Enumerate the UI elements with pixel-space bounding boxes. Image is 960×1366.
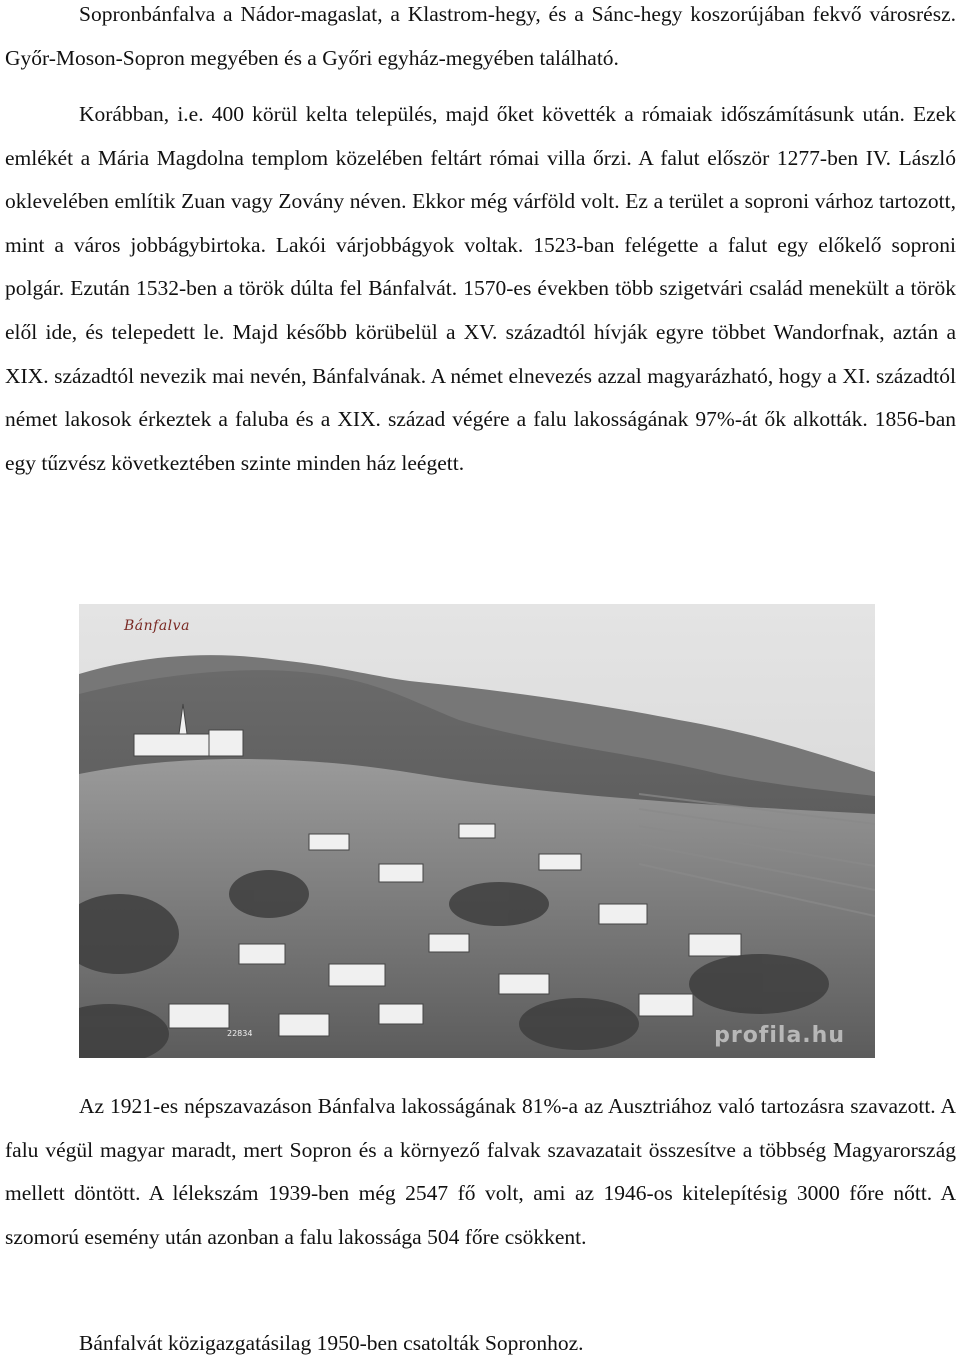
paragraph-intro (5, 0, 956, 80)
paragraph-intro-text: Sopronbánfalva a Nádor-magaslat, a Klastrom-hegy, és a Sánc-hegy koszorújában fekvő városrész. Győr-Moson-Sopron megyében és a Győri egyház-megyében található. (5, 2, 956, 70)
paragraph-history (5, 93, 956, 485)
village-landscape-image (79, 604, 875, 1058)
postcard-caption: Bánfalva (124, 618, 190, 634)
postcard-plate-number: 22834 (227, 1029, 253, 1038)
paragraph-history-text: Korábban, i.e. 400 körül kelta település, majd őket követték a rómaiak időszámításunk után. Ezek emlékét a Mária Magdolna templom közelében feltárt római villa őrzi. A falut először 1277-ben IV. László oklevelében említik Zuan vagy Zovány néven. Ekkor még várföld volt. Ez a terület a soproni várhoz tartozott, mint a város jobbágybirtoka. Lakói várjobbágyok voltak. 1523-ban felégette a falut egy előkelő soproni polgár. Ezután 1532-ben a török dúlta fel Bánfalvát. 1570-es években több szigetvári család menekült a török elől ide, és telepedett le. Majd később körübelül a XV. századtól hívják egyre többet Wandorfnak, aztán a XIX. századtól nevezik mai nevén, Bánfalvának. A német elnevezés azzal magyarázható, hogy a XI. századtól német lakosok érkeztek a faluba és a XIX. század végére a falu lakosságának 97%-át ők alkották. 1856-ban egy tűzvész következtében szinte minden ház leégett. (5, 102, 956, 475)
historic-postcard-photo (79, 604, 875, 1058)
paragraph-referendum-text: Az 1921-es népszavazáson Bánfalva lakosságának 81%-a az Ausztriához való tartozásra szavazott. A falu végül magyar maradt, mert Sopron és a környező falvak szavazatait összesítve a többség Magyarország mellett döntött. A lélekszám 1939-ben még 2547 fő volt, ami az 1946-os kitelepítésig 3000 főre nőtt. A szomorú esemény után azonban a falu lakossága 504 főre csökkent. (5, 1094, 956, 1249)
watermark-text: profila.hu (714, 1023, 845, 1048)
paragraph-annexation (5, 1322, 956, 1366)
paragraph-annexation-text: Bánfalvát közigazgatásilag 1950-ben csatolták Sopronhoz. (79, 1331, 584, 1355)
paragraph-referendum (5, 1085, 956, 1259)
